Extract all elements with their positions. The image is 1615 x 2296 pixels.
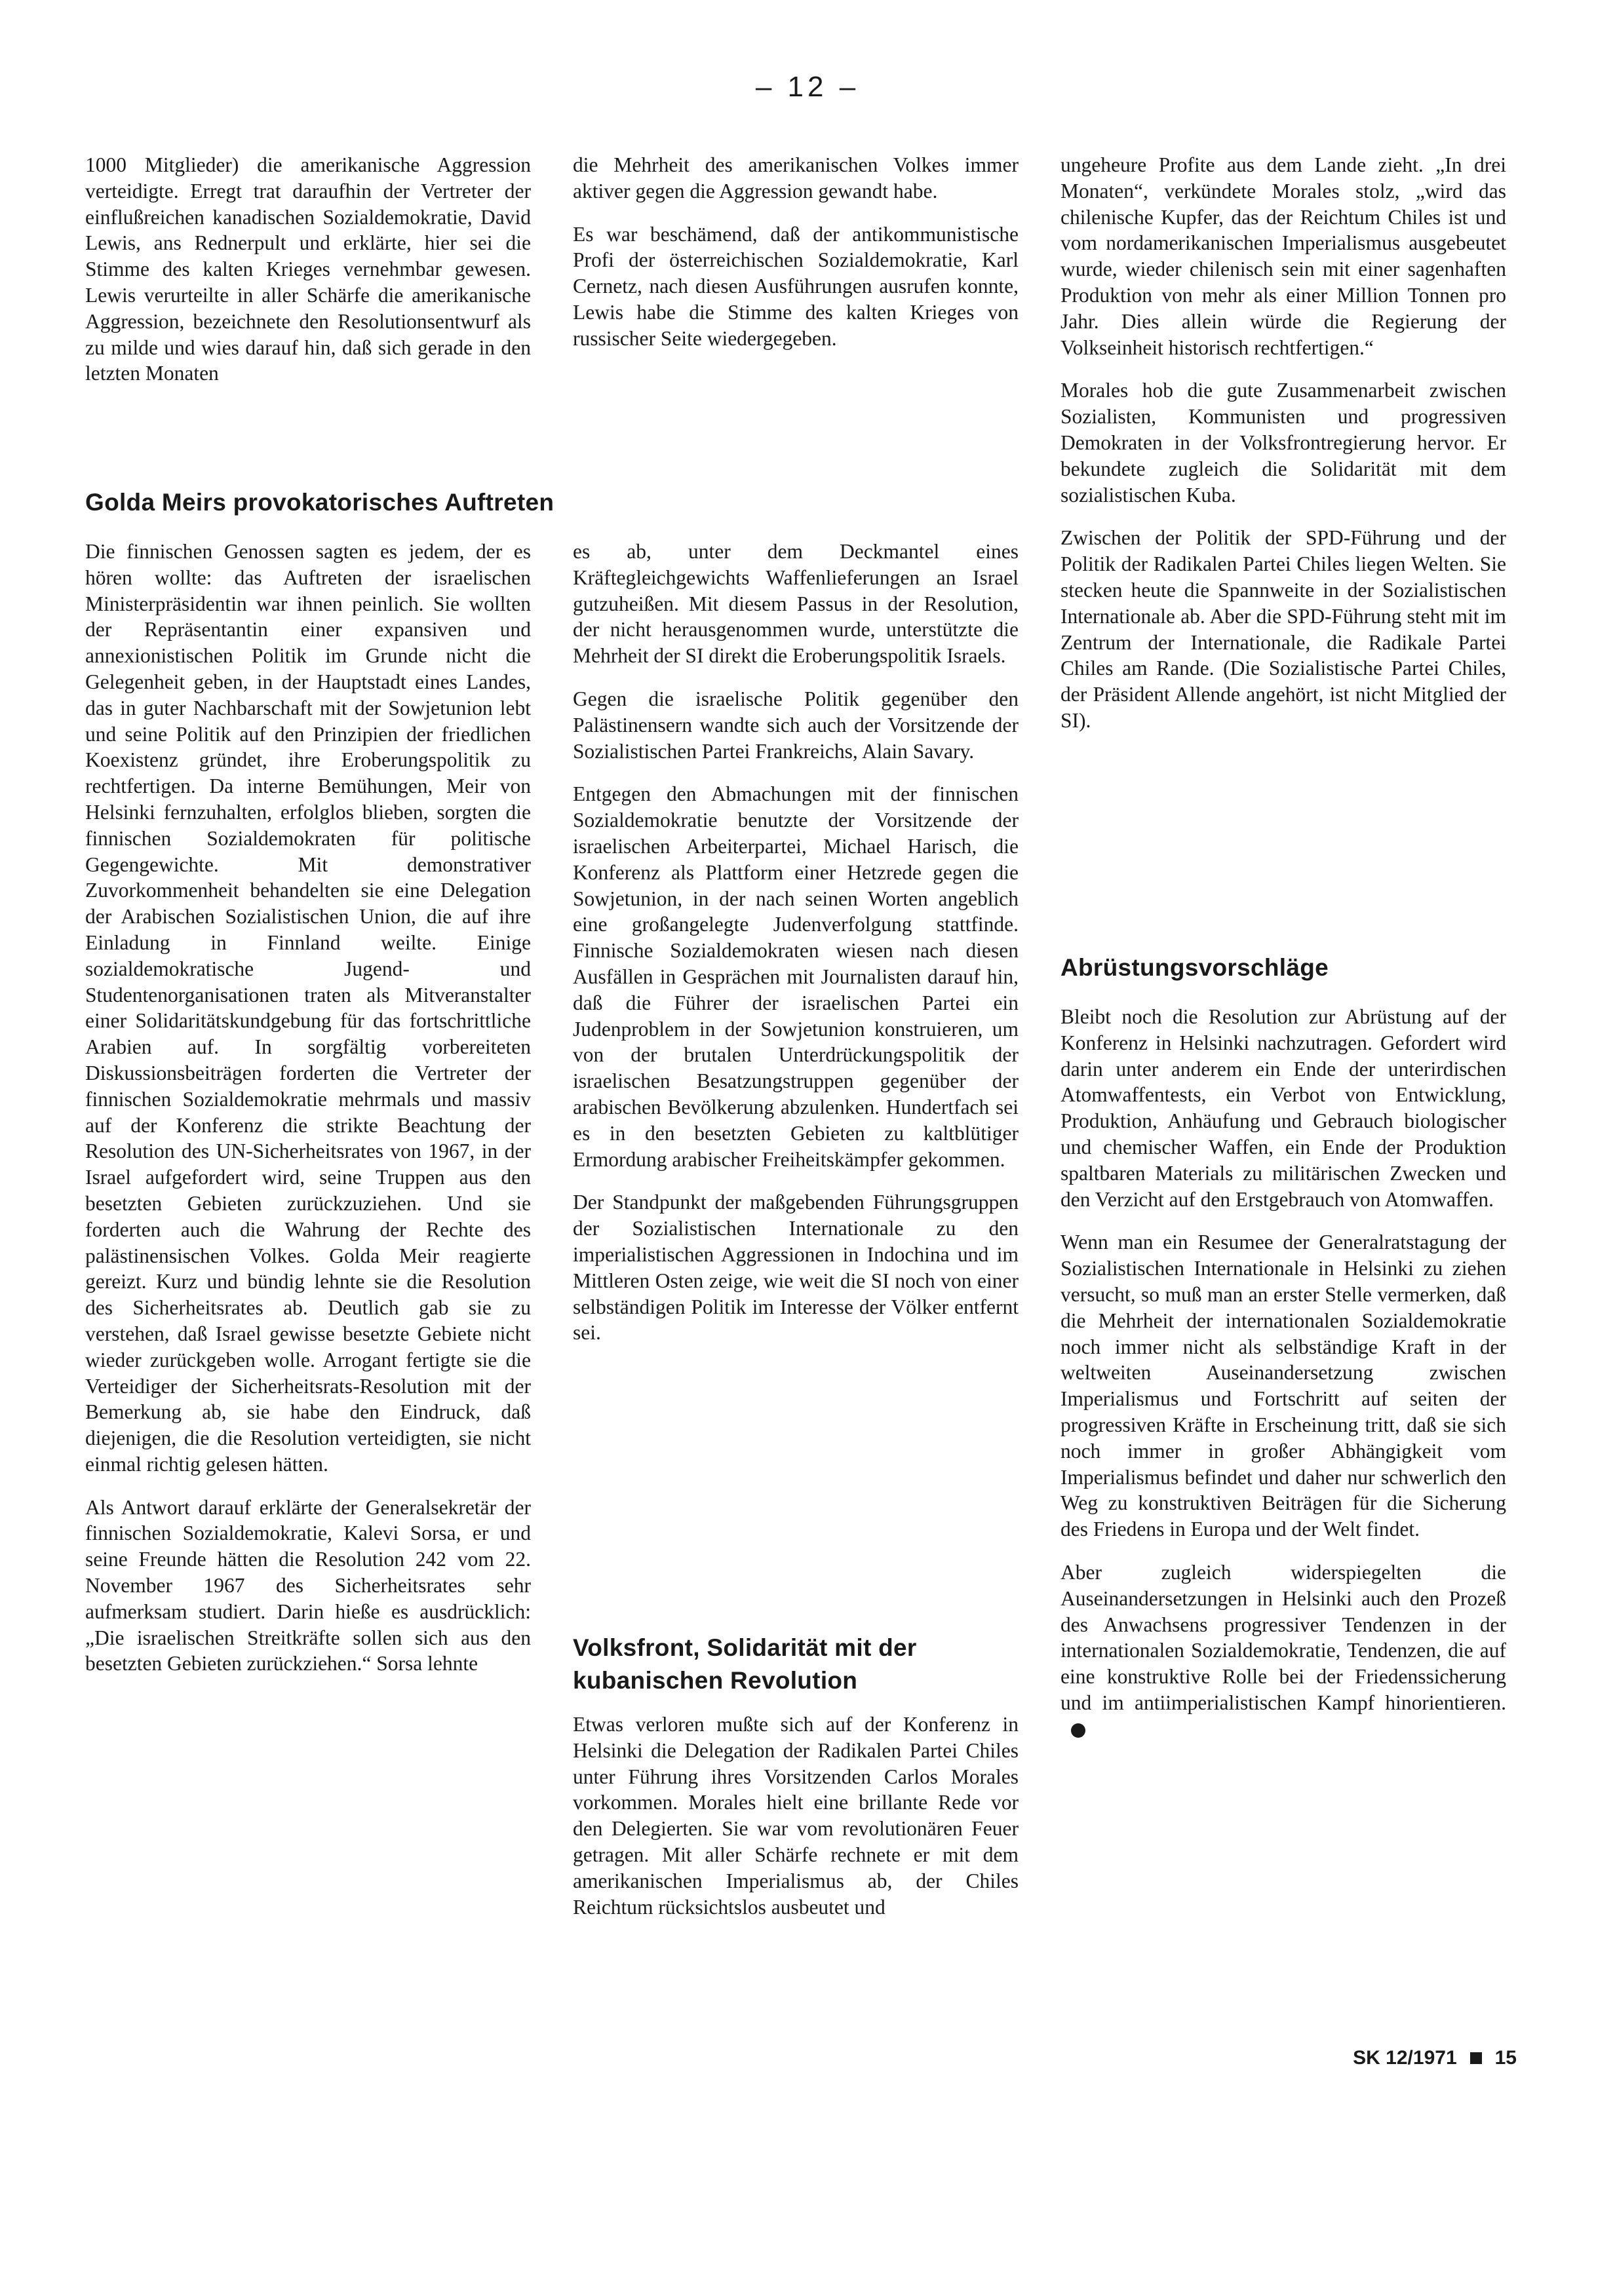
issue-label: SK 12/1971 bbox=[1353, 2047, 1457, 2069]
page-number: – 12 – bbox=[755, 71, 860, 103]
footer bbox=[1353, 2047, 1517, 2069]
section-heading-abruestung: Abrüstungsvorschläge bbox=[1060, 954, 1329, 981]
paragraph: Gegen die israelische Politik gegenüber den Palästinensern wandte sich auch der Vorsitzende der Sozialistischen Partei Frankreichs, Alain Savary. bbox=[573, 687, 1019, 763]
paragraph: Zwischen der Politik der SPD-Führung und der Politik der Radikalen Partei Chiles liegen Welten. Sie stecken heute die Spannweite in der Sozialistischen Internationale ab. Aber die SPD-Führung steht mit im Zentrum der Internationale, die Radikale Partei Chiles am Rande. (Die Sozialistische Partei Chiles, der Präsident Allende angehört, ist nicht Mitglied der SI). bbox=[1060, 526, 1506, 732]
column-2-top bbox=[573, 152, 1019, 369]
paragraph: es ab, unter dem Deckmantel eines Kräftegleichgewichts Waffenlieferungen an Israel gutzuheißen. Mit diesem Passus in der Resolution, der nicht herausgenommen wurde, unterstützte die Mehrheit der SI direkt die Eroberungspolitik Israels. bbox=[573, 540, 1019, 668]
page-folio: 15 bbox=[1494, 2047, 1517, 2069]
column-2-section-1 bbox=[573, 539, 1019, 1363]
paragraph: Entgegen den Abmachungen mit der finnischen Sozialdemokratie benutzte der Vorsitzende der israelischen Arbeiterpartei, Michael Harisch, die Konferenz als Plattform einer Hetzrede gegen die Sowjetunion, in der nach seinen Worten angeblich eine großangelegte Judenverfolgung stattfinde. Finnische Sozialdemokraten wiesen nach diesen Ausfällen in Gesprächen mit Journalisten darauf hin, daß die Führer der israelischen Partei ein Judenproblem in der Sowjetunion konstruieren, um von der brutalen Unterdrückungspolitik der israelischen Besatzungstruppen gegenüber der arabischen Bevölkerung abzulenken. Hundertfach sei es in den besetzten Gebieten zu kaltblütiger Ermordung arabischer Freiheitskämpfer gekommen. bbox=[573, 782, 1019, 1171]
section-heading-volksfront: Volksfront, Solidarität mit der kubanischen Revolution bbox=[573, 1634, 917, 1694]
paragraph: Es war beschämend, daß der antikommunistische Profi der österreichischen Sozialdemokratie, Karl Cernetz, nach diesen Ausführungen ausrufen konnte, Lewis habe die Stimme des kalten Krieges von russischer Seite wiedergegeben. bbox=[573, 222, 1019, 350]
paragraph: Die finnischen Genossen sagten es jedem, der es hören wollte: das Auftreten der israelischen Ministerpräsidentin war ihnen peinlich. Sie wollten der Repräsentantin einer expansiven und annexionistischen Politik im Grunde nicht die Gelegenheit geben, in der Hauptstadt eines Landes, das in guter Nachbarschaft mit der Sowjetunion lebt und seine Politik auf den Prinzipien der friedlichen Koexistenz gründet, ihre Eroberungspolitik zu rechtfertigen. Da interne Bemühungen, Meir von Helsinki fernzuhalten, erfolglos blieben, sorgten die finnischen Sozialdemokraten für politische Gegengewichte. Mit demonstrativer Zuvorkommenheit behandelten sie eine Delegation der Arabischen Sozialistischen Union, die auf ihre Einladung in Finnland weilte. Einige sozialdemokratische Jugend- und Studentenorganisationen traten als Mitveranstalter einer Solidaritätskundgebung für das fortschrittliche Arabien auf. In sorgfältig vorbereiteten Diskussionsbeiträgen forderten die Vertreter der finnischen Sozialdemokratie mehrmals und massiv auf der Konferenz die strikte Beachtung der Resolution des UN-Sicherheitsrates von 1967, in der Israel aufgefordert wird, seine Truppen aus den besetzten Gebieten zurückzuziehen. Und sie forderten auch die Wahrung der Rechte des palästinensischen Volkes. Golda Meir reagierte gereizt. Kurz und bündig lehnte sie die Resolution des Sicherheitsrates ab. Deutlich gab sie zu verstehen, daß Israel gewisse besetzte Gebiete nicht wieder zurückgeben wolle. Arrogant fertigte sie die Verteidiger der Sicherheitsrats-Resolution mit der Bemerkung ab, sie habe den Eindruck, daß diejenigen, die die Resolution verteidigten, sie nicht einmal richtig gelesen hätten. bbox=[85, 540, 531, 1476]
end-mark-bullet-icon bbox=[1071, 1723, 1085, 1738]
column-2-section-2 bbox=[573, 1712, 1019, 1937]
column-1-top bbox=[85, 152, 531, 404]
paragraph bbox=[1060, 1559, 1506, 1742]
paragraph: Der Standpunkt der maßgebenden Führungsgruppen der Sozialistischen Internationale zu den imperialistischen Aggressionen in Indochina und im Mittleren Osten zeige, wie weit die SI noch von einer selbständigen Politik im Interesse der Völker entfernt sei. bbox=[573, 1191, 1019, 1345]
section-heading-golda-meir: Golda Meirs provokatorisches Auftreten bbox=[85, 489, 555, 516]
column-1-section-1 bbox=[85, 539, 531, 1694]
paragraph: ungeheure Profite aus dem Lande zieht. „In drei Monaten“, verkündete Morales stolz, „wird das chilenische Kupfer, das der Reichtum Chiles ist und vom nordamerikanischen Imperialismus ausgebeutet wurde, wieder chilenisch sein mit einer sagenhaften Produktion von mehr als einer Million Tonnen pro Jahr. Dies allein würde die Regierung der Volkseinheit historisch rechtfertigen.“ bbox=[1060, 153, 1506, 359]
paragraph: Morales hob die gute Zusammenarbeit zwischen Sozialisten, Kommunisten und progressiven Demokraten in der Volksfrontregierung hervor. Er bekundete zugleich die Solidarität mit dem sozialistischen Kuba. bbox=[1060, 379, 1506, 507]
paragraph-text: Aber zugleich widerspiegelten die Auseinandersetzungen in Helsinki auch den Prozeß des Anwachsens progressiver Tendenzen in der internationalen Sozialdemokratie, Tendenzen, die auf eine konstruktive Rolle bei der Friedenssicherung und im antiimperialistischen Kampf hinorientieren. bbox=[1060, 1560, 1506, 1714]
column-3-top bbox=[1060, 152, 1506, 751]
paragraph: Wenn man ein Resumee der Generalratstagung der Sozialistischen Internationale in Helsinki zu ziehen versucht, so muß man an erster Stelle vermerken, daß die Mehrheit der internationalen Sozialdemokratie noch immer nicht als selbständige Kraft in der weltweiten Auseinandersetzung zwischen Imperialismus und Fortschritt auf seiten der progressiven Kräfte in Erscheinung tritt, daß sie sich noch immer in großer Abhängigkeit vom Imperialismus befindet und daher nur schwerlich den Weg zu konstruktiven Beiträgen für die Sicherung des Friedens in Europa und der Welt findet. bbox=[1060, 1231, 1506, 1541]
square-separator-icon bbox=[1470, 2052, 1482, 2064]
paragraph: Als Antwort darauf erklärte der Generalsekretär der finnischen Sozialdemokratie, Kalevi Sorsa, er und seine Freunde hätten die Resolution 242 vom 22. November 1967 des Sicherheitsrates sehr aufmerksam studiert. Darin hieße es ausdrücklich: „Die israelischen Streitkräfte sollen sich aus den besetzten Gebieten zurückziehen.“ Sorsa lehnte bbox=[85, 1495, 531, 1675]
column-3-section-3 bbox=[1060, 1004, 1506, 1759]
paragraph: 1000 Mitglieder) die amerikanische Aggression verteidigte. Erregt trat daraufhin der Vertreter der einflußreichen kanadischen Sozialdemokratie, David Lewis, ans Rednerpult und erklärte, hier sei die Stimme des kalten Krieges vernehmbar gewesen. Lewis verurteilte in aller Schärfe die amerikanische Aggression, bezeichnete den Resolutionsentwurf als zu milde und wies darauf hin, daß sich gerade in den letzten Monaten bbox=[85, 153, 531, 385]
paragraph: Bleibt noch die Resolution zur Abrüstung auf der Konferenz in Helsinki nachzutragen. Gefordert wird darin unter anderem ein Ende der unterirdischen Atomwaffentests, ein Verbot von Entwicklung, Produktion, Anhäufung und Gebrauch biologischer und chemischer Waffen, ein Ende der Produktion spaltbaren Materials zu militärischen Zwecken und den Verzicht auf den Erstgebrauch von Atomwaffen. bbox=[1060, 1005, 1506, 1211]
paragraph: die Mehrheit des amerikanischen Volkes immer aktiver gegen die Aggression gewandt habe. bbox=[573, 153, 1019, 202]
paragraph: Etwas verloren mußte sich auf der Konferenz in Helsinki die Delegation der Radikalen Partei Chiles unter Führung ihres Vorsitzenden Carlos Morales vorkommen. Morales hielt eine brillante Rede vor den Delegierten. Sie war vom revolutionären Feuer getragen. Mit aller Schärfe rechnete er mit dem amerikanischen Imperialismus ab, der Chiles Reichtum rücksichtslos ausbeutet und bbox=[573, 1713, 1019, 1919]
